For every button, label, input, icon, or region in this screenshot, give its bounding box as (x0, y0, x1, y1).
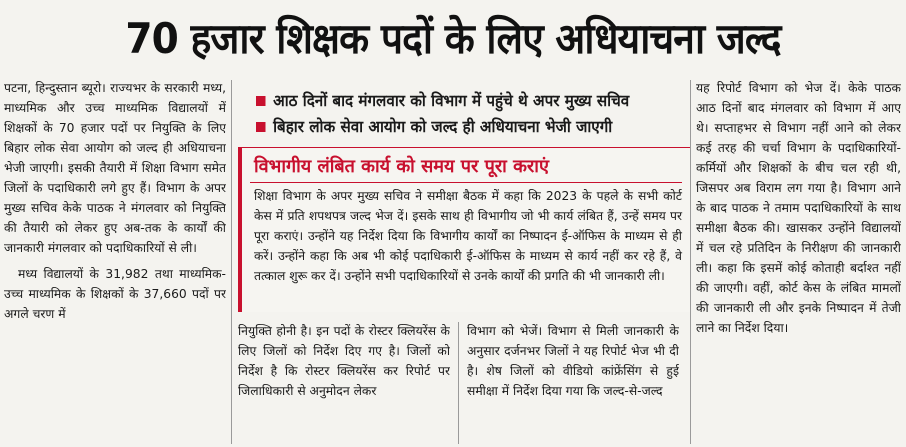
article-column-4: यह रिपोर्ट विभाग को भेज दें। केके पाठक आठ दिनों बाद मंगलवार को विभाग में आए थे। सप्ताहभर से विभाग नहीं आने को लेकर कई तरह की चर्चा विभाग के पदाधिकारियों-कर्मियों और शिक्षकों के बीच चल रही थी, जिसपर अब विराम लग गया है। विभाग आने के बाद पाठक ने तमाम पदाधिकारियों के साथ समीक्षा बैठक की। खासकर उन्होंने विद्यालयों में चल रहे प्रतिदिन के निरीक्षण की जानकारी ली। कहा कि इसमें कोई कोताही बर्दाश्त नहीं की जाएगी। वहीं, कोर्ट केस के लंबित मामलों की जानकारी ली और इनके निष्पादन में तेजी लाने का निर्देश दिया। (696, 81, 901, 335)
column-divider (231, 80, 232, 444)
box-divider (250, 182, 682, 183)
highlights-list (256, 88, 686, 140)
article-column-1 (4, 78, 226, 444)
article-column-2: नियुक्ति होनी है। इन पदों के रोस्टर क्लियरेंस के लिए जिलों को निर्देश दिए गए है। जिलों को निर्देश है कि रोस्टर क्लियरेंस कर रिपोर्ट पर जिलाधिकारी से अनुमोदन लेकर (238, 324, 450, 398)
column-divider (458, 322, 459, 444)
box-title: विभागीय लंबित कार्य को समय पर पूरा कराएं (254, 156, 549, 177)
article-column-3: विभाग को भेजें। विभाग से मिली जानकारी के अनुसार दर्जनभर जिलों ने यह रिपोर्ट भेज भी दी है। शेष जिलों को वीडियो कांफ्रेंसिंग से हुई समीक्षा में निर्देश दिया गया कि जल्द-से-जल्द (467, 324, 679, 398)
box-body: शिक्षा विभाग के अपर मुख्य सचिव ने समीक्षा बैठक में कहा कि 2023 के पहले के सभी कोर्ट केस में प्रति शपथपत्र जल्द भेज दें। इसके साथ ही विभागीय जो भी कार्य लंबित हैं, उन्हें समय पर पूरा कराएं। उन्होंने यह निर्देश दिया कि विभागीय कार्यों का निष्पादन ई-ऑफिस के माध्यम से ही करें। उन्होंने कहा कि अब भी कोई पदाधिकारी ई-ऑफिस के माध्यम से कार्य नहीं कर रहे हैं, वे तत्काल शुरू कर दें। उन्होंने सभी पदाधिकारियों से उनके कार्यों की प्रगति की भी जानकारी ली। (254, 189, 682, 283)
headline: 70 हजार शिक्षक पदों के लिए अधियाचना जल्द (125, 13, 781, 63)
paragraph: पटना, हिन्दुस्तान ब्यूरो। राज्यभर के सरकारी मध्य, माध्यमिक और उच्च माध्यमिक विद्यालयों में शिक्षकों के 70 हजार पदों पर नियुक्ति के लिए बिहार लोक सेवा आयोग को जल्द ही अधियाचना भेजी जाएगी। इसकी तैयारी में शिक्षा विभाग समेत जिलों के पदाधिकारी लगे हुए हैं। विभाग के अपर मुख्य सचिव केके पाठक ने मंगलवार को नियुक्ति की तैयारी को लेकर हुए अब-तक के कार्यों की जानकारी मंगलवार को पदाधिकारियों से ली। (4, 81, 226, 255)
paragraph: मध्य विद्यालयों के 31,982 तथा माध्यमिक-उच्च माध्यमिक के शिक्षकों के 37,660 पदों पर अगले चरण में (4, 267, 226, 321)
highlight-text: बिहार लोक सेवा आयोग को जल्द ही अधियाचना भेजी जाएगी (273, 117, 613, 136)
sidebar-box (238, 147, 690, 312)
highlight-item (256, 88, 665, 114)
highlight-item (256, 114, 665, 140)
highlight-text: आठ दिनों बाद मंगलवार को विभाग में पहुंचे थे अपर मुख्य सचिव (273, 91, 630, 110)
red-square-bullet-icon (256, 96, 266, 106)
column-divider (690, 80, 691, 444)
red-square-bullet-icon (256, 122, 266, 132)
